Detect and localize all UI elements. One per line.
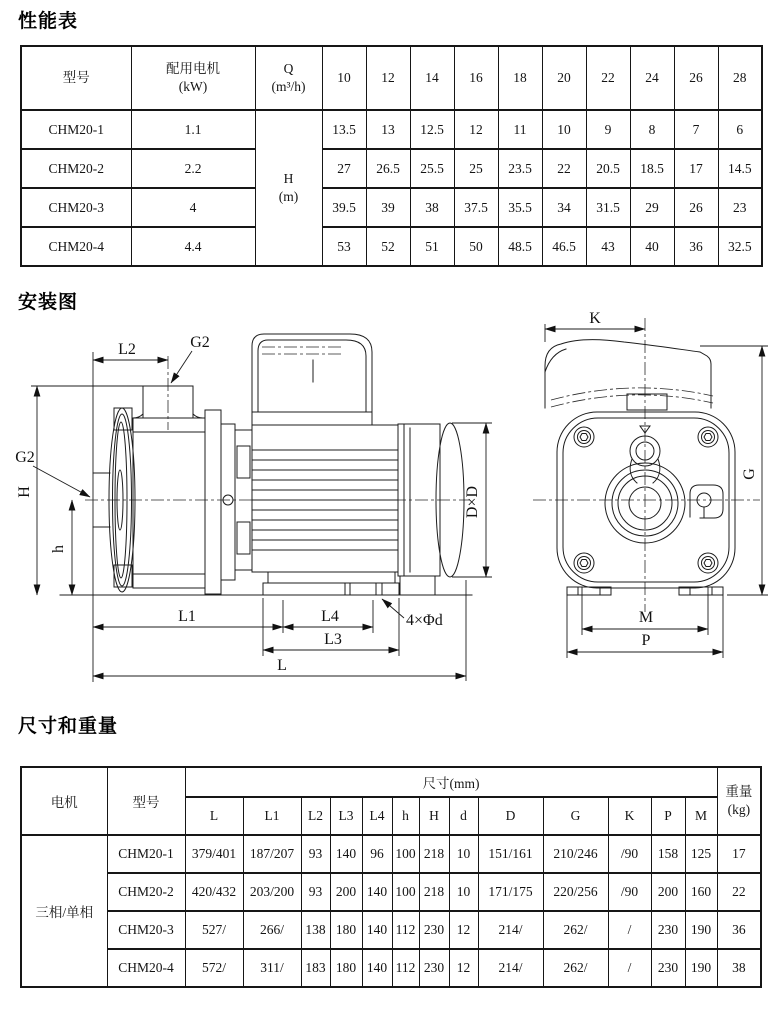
value-cell: 160 (685, 873, 717, 911)
model-cell: CHM20-3 (107, 911, 185, 949)
table-row (21, 227, 762, 266)
flow-value: 20 (542, 46, 586, 110)
value-cell: 32.5 (718, 227, 762, 266)
value-cell: 29 (630, 188, 674, 227)
value-cell: 112 (392, 911, 419, 949)
flow-value: 12 (366, 46, 410, 110)
value-cell: 187/207 (243, 835, 301, 873)
value-cell: 52 (366, 227, 410, 266)
mounting-holes (345, 583, 382, 595)
value-cell: /90 (608, 873, 651, 911)
value-cell: 311/ (243, 949, 301, 987)
value-cell: 190 (685, 911, 717, 949)
value-cell: 171/175 (478, 873, 543, 911)
value-cell: 48.5 (498, 227, 542, 266)
value-cell: 214/ (478, 911, 543, 949)
value-cell: 36 (674, 227, 718, 266)
value-cell: 572/ (185, 949, 243, 987)
dim-col: L2 (301, 797, 330, 835)
weight-cell: 36 (717, 911, 761, 949)
value-cell: 13 (366, 110, 410, 149)
table-row (21, 949, 761, 987)
base-side (263, 572, 399, 595)
table-row (21, 873, 761, 911)
rear-foot (400, 576, 435, 595)
weight-cell: 38 (717, 949, 761, 987)
value-cell: 96 (362, 835, 392, 873)
value-cell: 100 (392, 835, 419, 873)
value-cell: 50 (454, 227, 498, 266)
flow-value: 24 (630, 46, 674, 110)
head-unit-cell: H (m) (255, 110, 322, 266)
value-cell: 230 (419, 911, 449, 949)
label-DxD: D×D (464, 485, 481, 519)
value-cell: 39 (366, 188, 410, 227)
value-cell: 125 (685, 835, 717, 873)
dim-H (16, 386, 143, 595)
value-cell: 140 (362, 873, 392, 911)
value-cell: 266/ (243, 911, 301, 949)
dim-col: G (543, 797, 608, 835)
value-cell: 10 (449, 873, 478, 911)
value-cell: 230 (419, 949, 449, 987)
dim-col: L4 (362, 797, 392, 835)
value-cell: 214/ (478, 949, 543, 987)
dim-L2 (93, 341, 168, 360)
col-header-motor: 配用电机 (kW) (131, 46, 255, 110)
dim-K (545, 310, 645, 342)
value-cell: 11 (498, 110, 542, 149)
value-cell: 93 (301, 873, 330, 911)
value-cell: 10 (449, 835, 478, 873)
dim-col: D (478, 797, 543, 835)
motor-side (252, 334, 464, 595)
flow-value: 14 (410, 46, 454, 110)
weight-cell: 22 (717, 873, 761, 911)
value-cell: 262/ (543, 949, 608, 987)
table-row (21, 110, 762, 149)
value-cell: 37.5 (454, 188, 498, 227)
callout-G2-top (171, 334, 210, 383)
value-cell: 12.5 (410, 110, 454, 149)
label-M: M (638, 609, 654, 626)
col-header-weight: 重量 (kg) (717, 767, 761, 835)
model-cell: CHM20-4 (107, 949, 185, 987)
value-cell: 140 (362, 911, 392, 949)
installation-diagram (0, 305, 780, 700)
table-row (21, 188, 762, 227)
value-cell: 112 (392, 949, 419, 987)
value-cell: 200 (651, 873, 685, 911)
model-cell: CHM20-2 (107, 873, 185, 911)
value-cell: 38 (410, 188, 454, 227)
table-row (21, 835, 761, 873)
value-cell: 151/161 (478, 835, 543, 873)
value-cell: 203/200 (243, 873, 301, 911)
value-cell: /90 (608, 835, 651, 873)
col-header-flow: Q (m³/h) (255, 46, 322, 110)
dim-h (50, 500, 72, 595)
label-L1: L1 (178, 608, 196, 625)
value-cell: 6 (718, 110, 762, 149)
label-K: K (589, 310, 601, 327)
dim-DxD (452, 423, 492, 577)
power-cell: 2.2 (131, 149, 255, 188)
cover-seam (551, 388, 713, 407)
table-row (21, 149, 762, 188)
value-cell: 34 (542, 188, 586, 227)
dimensions-header-row (21, 767, 761, 797)
dim-col: P (651, 797, 685, 835)
model-cell: CHM20-1 (107, 835, 185, 873)
label-L3: L3 (324, 631, 342, 648)
value-cell: 23.5 (498, 149, 542, 188)
model-cell: CHM20-3 (21, 188, 131, 227)
dim-col: M (685, 797, 717, 835)
power-cell: 4.4 (131, 227, 255, 266)
flow-value: 28 (718, 46, 762, 110)
dimensions-title: 尺寸和重量 (18, 716, 119, 737)
value-cell: 7 (674, 110, 718, 149)
value-cell: 100 (392, 873, 419, 911)
value-cell: 12 (454, 110, 498, 149)
value-cell: 220/256 (543, 873, 608, 911)
value-cell: 93 (301, 835, 330, 873)
terminal-box-side (252, 334, 372, 412)
dim-L1 (93, 600, 283, 633)
value-cell: 158 (651, 835, 685, 873)
label-h: h (50, 545, 67, 553)
value-cell: 25.5 (410, 149, 454, 188)
value-cell: 210/246 (543, 835, 608, 873)
callout-bolt-holes (382, 599, 443, 629)
value-cell: 27 (322, 149, 366, 188)
power-cell: 1.1 (131, 110, 255, 149)
performance-header-row (21, 46, 762, 110)
value-cell: 35.5 (498, 188, 542, 227)
value-cell: 420/432 (185, 873, 243, 911)
model-cell: CHM20-4 (21, 227, 131, 266)
value-cell: 262/ (543, 911, 608, 949)
value-cell: 200 (330, 873, 362, 911)
col-header-model: 型号 (21, 46, 131, 110)
value-cell: 23 (718, 188, 762, 227)
value-cell: 218 (419, 873, 449, 911)
dim-col: L3 (330, 797, 362, 835)
dimensions-table (20, 766, 762, 988)
performance-title: 性能表 (18, 11, 79, 32)
value-cell: 25 (454, 149, 498, 188)
value-cell: 46.5 (542, 227, 586, 266)
value-cell: 43 (586, 227, 630, 266)
value-cell: 26 (674, 188, 718, 227)
dim-col: K (608, 797, 651, 835)
dim-col: H (419, 797, 449, 835)
col-header-dim-group: 尺寸(mm) (185, 767, 717, 797)
value-cell: 20.5 (586, 149, 630, 188)
label-P: P (641, 632, 651, 649)
value-cell: 17 (674, 149, 718, 188)
label-G: G (741, 468, 758, 480)
value-cell: 26.5 (366, 149, 410, 188)
value-cell: 9 (586, 110, 630, 149)
value-cell: 230 (651, 911, 685, 949)
power-cell: 4 (131, 188, 255, 227)
value-cell: 40 (630, 227, 674, 266)
label-bolt-holes: 4×Φd (406, 612, 443, 629)
value-cell: 183 (301, 949, 330, 987)
value-cell: 14.5 (718, 149, 762, 188)
label-G2-left: G2 (15, 449, 35, 466)
flow-value: 22 (586, 46, 630, 110)
motor-type-cell: 三相/单相 (21, 835, 107, 987)
label-L2: L2 (118, 341, 136, 358)
brand-logo (690, 485, 723, 518)
weight-cell: 17 (717, 835, 761, 873)
value-cell: 527/ (185, 911, 243, 949)
value-cell: / (608, 949, 651, 987)
value-cell: 8 (630, 110, 674, 149)
value-cell: / (608, 911, 651, 949)
dim-col: d (449, 797, 478, 835)
col-header-motor: 电机 (21, 767, 107, 835)
value-cell: 12 (449, 911, 478, 949)
value-cell: 53 (322, 227, 366, 266)
performance-table (20, 45, 763, 267)
dim-col: L1 (243, 797, 301, 835)
value-cell: 180 (330, 911, 362, 949)
flow-value: 10 (322, 46, 366, 110)
installation-title: 安装图 (18, 292, 79, 313)
value-cell: 51 (410, 227, 454, 266)
value-cell: 13.5 (322, 110, 366, 149)
value-cell: 180 (330, 949, 362, 987)
value-cell: 218 (419, 835, 449, 873)
pump-front-view (533, 310, 768, 658)
pump-side-view (15, 334, 492, 682)
value-cell: 230 (651, 949, 685, 987)
value-cell: 140 (330, 835, 362, 873)
flow-value: 16 (454, 46, 498, 110)
value-cell: 31.5 (586, 188, 630, 227)
model-cell: CHM20-1 (21, 110, 131, 149)
value-cell: 138 (301, 911, 330, 949)
value-cell: 39.5 (322, 188, 366, 227)
label-H: H (16, 486, 33, 498)
dim-L4 (283, 600, 373, 633)
label-L: L (277, 657, 287, 674)
motor-fins (253, 450, 397, 550)
value-cell: 190 (685, 949, 717, 987)
value-cell: 379/401 (185, 835, 243, 873)
flow-value: 26 (674, 46, 718, 110)
value-cell: 22 (542, 149, 586, 188)
value-cell: 10 (542, 110, 586, 149)
value-cell: 18.5 (630, 149, 674, 188)
flow-value: 18 (498, 46, 542, 110)
table-row (21, 911, 761, 949)
label-G2-top: G2 (190, 334, 210, 351)
model-cell: CHM20-2 (21, 149, 131, 188)
col-header-model: 型号 (107, 767, 185, 835)
pump-head (93, 356, 252, 594)
value-cell: 140 (362, 949, 392, 987)
value-cell: 12 (449, 949, 478, 987)
label-L4: L4 (321, 608, 339, 625)
dim-col: h (392, 797, 419, 835)
dim-col: L (185, 797, 243, 835)
